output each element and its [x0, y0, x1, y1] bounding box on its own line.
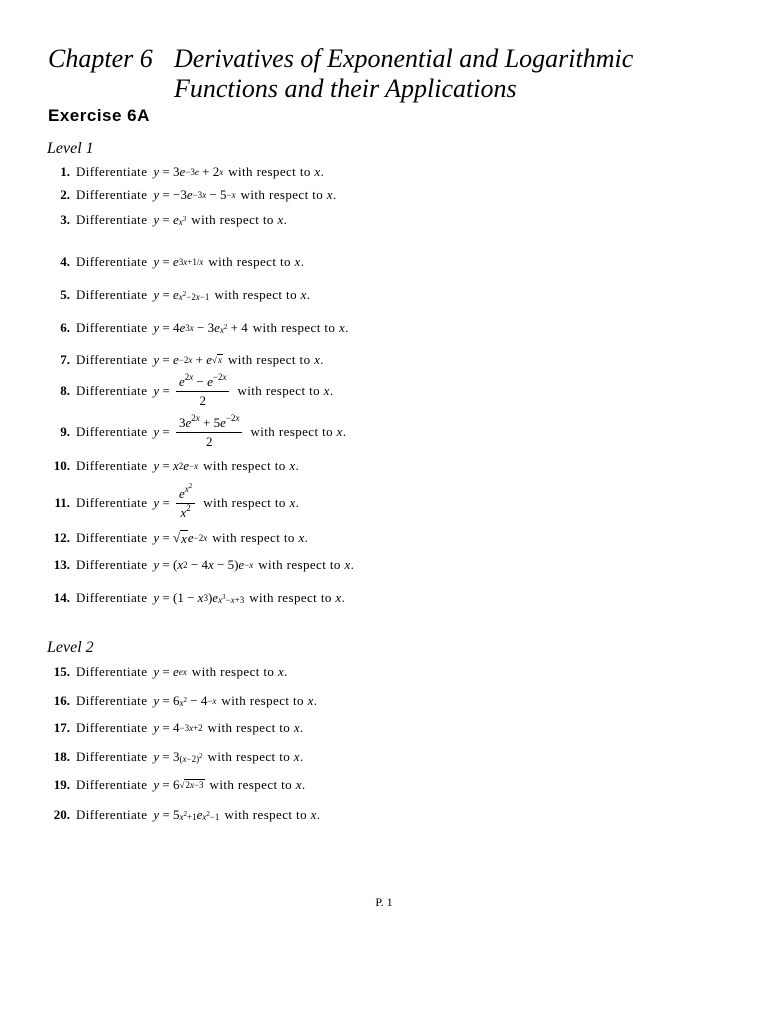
level-heading: Level 1: [47, 140, 94, 157]
question-item: [0, 351, 700, 369]
exercise-title: Exercise 6A: [48, 106, 150, 125]
question-expression: y = x 2 e −x: [153, 458, 199, 473]
question-number: 4.: [60, 254, 70, 269]
question-instruction: Differentiate: [76, 383, 148, 398]
question-expression: y = e ex: [153, 664, 187, 679]
question-suffix: with respect to x.: [203, 495, 300, 510]
question-instruction: Differentiate: [76, 693, 148, 708]
question-number: 5.: [60, 287, 70, 302]
question-item: [0, 776, 700, 794]
question-number: 2.: [60, 187, 70, 202]
question-instruction: Differentiate: [76, 557, 148, 572]
question-expression: y = √ x e −2x: [153, 530, 208, 546]
question-number: 8.: [60, 383, 70, 398]
question-item: [0, 481, 700, 520]
question-instruction: Differentiate: [76, 164, 148, 179]
question-expression: y = 6 √2x−3: [153, 777, 204, 792]
question-expression: y = 3 $(x-2)^2$: [153, 749, 203, 764]
question-number: 15.: [53, 664, 70, 679]
question-number: 11.: [54, 495, 70, 510]
question-instruction: Differentiate: [76, 212, 148, 227]
question-expression: y = (1 − x 3 ) e $x^3-x+3$: [153, 590, 245, 605]
question-item: [0, 319, 700, 337]
question-suffix: with respect to x.: [207, 749, 304, 764]
question-item: [0, 186, 700, 204]
question-item: [0, 253, 700, 271]
question-expression: y = $\frac{3e^{2x} + 5e^{-2x}}{2}$: [153, 415, 245, 450]
question-instruction: Differentiate: [76, 720, 148, 735]
question-suffix: with respect to x.: [237, 383, 334, 398]
question-suffix: with respect to x.: [191, 664, 288, 679]
question-instruction: Differentiate: [76, 749, 148, 764]
question-suffix: with respect to x.: [214, 287, 311, 302]
question-expression: y = −3 e −3x − 5 −x: [153, 187, 236, 202]
question-number: 1.: [60, 164, 70, 179]
question-item: [0, 163, 700, 181]
question-instruction: Differentiate: [76, 777, 148, 792]
question-expression: y = e $x^3$: [153, 212, 187, 227]
question-instruction: Differentiate: [76, 530, 148, 545]
question-item: [0, 692, 700, 710]
question-instruction: Differentiate: [76, 352, 148, 367]
level-heading: Level 2: [47, 639, 94, 656]
question-number: 16.: [53, 693, 70, 708]
question-suffix: with respect to x.: [258, 557, 355, 572]
question-item: [0, 457, 700, 475]
question-item: [0, 589, 700, 607]
question-suffix: with respect to x.: [227, 352, 324, 367]
question-number: 9.: [60, 424, 70, 439]
question-suffix: with respect to x.: [203, 458, 300, 473]
question-instruction: Differentiate: [76, 320, 148, 335]
question-item: [0, 663, 700, 681]
question-instruction: Differentiate: [76, 254, 148, 269]
question-number: 3.: [60, 212, 70, 227]
question-item: [0, 719, 700, 737]
question-expression: y = 5 $x^2+1$ e $x^2-1$: [153, 807, 220, 822]
question-number: 17.: [53, 720, 70, 735]
question-item: [0, 211, 700, 229]
question-number: 14.: [53, 590, 70, 605]
question-instruction: Differentiate: [76, 495, 148, 510]
question-suffix: with respect to x.: [224, 807, 321, 822]
page-number: P. 1: [375, 895, 393, 909]
question-suffix: with respect to x.: [228, 164, 325, 179]
question-instruction: Differentiate: [76, 187, 148, 202]
question-item: [0, 412, 700, 449]
question-suffix: with respect to x.: [207, 720, 304, 735]
question-number: 6.: [60, 320, 70, 335]
question-instruction: Differentiate: [76, 590, 148, 605]
question-suffix: with respect to x.: [221, 693, 318, 708]
question-suffix: with respect to x.: [240, 187, 337, 202]
question-expression: y = e $x^2-2x-1$: [153, 287, 210, 302]
question-expression: y = e −2x + e √x: [153, 352, 222, 367]
chapter-heading: [48, 44, 633, 104]
question-suffix: with respect to x.: [249, 590, 346, 605]
question-instruction: Differentiate: [76, 807, 148, 822]
question-number: 13.: [53, 557, 70, 572]
question-instruction: Differentiate: [76, 458, 148, 473]
chapter-title-line2: Functions and their Applications: [174, 74, 517, 103]
question-expression: y = $\frac{e^{x^2}}{x^2}$: [153, 486, 198, 521]
question-instruction: Differentiate: [76, 664, 148, 679]
question-expression: y = 4 −3x+2: [153, 720, 203, 735]
question-expression: y = 4 e 3x − 3 e $x^2$ + 4: [153, 320, 248, 335]
question-suffix: with respect to x.: [208, 254, 305, 269]
question-number: 18.: [53, 749, 70, 764]
question-expression: y = 3 e −3e + 2 x: [153, 164, 224, 179]
question-number: 19.: [53, 777, 70, 792]
question-item: [0, 556, 700, 574]
question-instruction: Differentiate: [76, 287, 148, 302]
question-expression: y = 6 $x^2$ − 4 −x: [153, 693, 217, 708]
question-expression: y = ( x 2 − 4 x − 5) e −x: [153, 557, 254, 572]
question-number: 20.: [53, 807, 70, 822]
question-item: [0, 286, 700, 304]
question-instruction: Differentiate: [76, 424, 148, 439]
question-item: [0, 748, 700, 766]
question-suffix: with respect to x.: [212, 530, 309, 545]
question-expression: y = e 3x+1/x: [153, 254, 204, 269]
question-number: 12.: [53, 530, 70, 545]
chapter-number: Chapter 6: [48, 44, 153, 73]
question-suffix: with respect to x.: [209, 777, 306, 792]
question-item: [0, 371, 700, 408]
question-expression: y = $\frac{e^{2x} - e^{-2x}}{2}$: [153, 374, 232, 409]
question-suffix: with respect to x.: [252, 320, 349, 335]
question-number: 10.: [53, 458, 70, 473]
question-suffix: with respect to x.: [191, 212, 288, 227]
chapter-title-line1: Derivatives of Exponential and Logarithmic: [174, 44, 634, 73]
question-suffix: with respect to x.: [250, 424, 347, 439]
question-number: 7.: [60, 352, 70, 367]
question-item: [0, 806, 700, 824]
question-item: [0, 529, 700, 547]
